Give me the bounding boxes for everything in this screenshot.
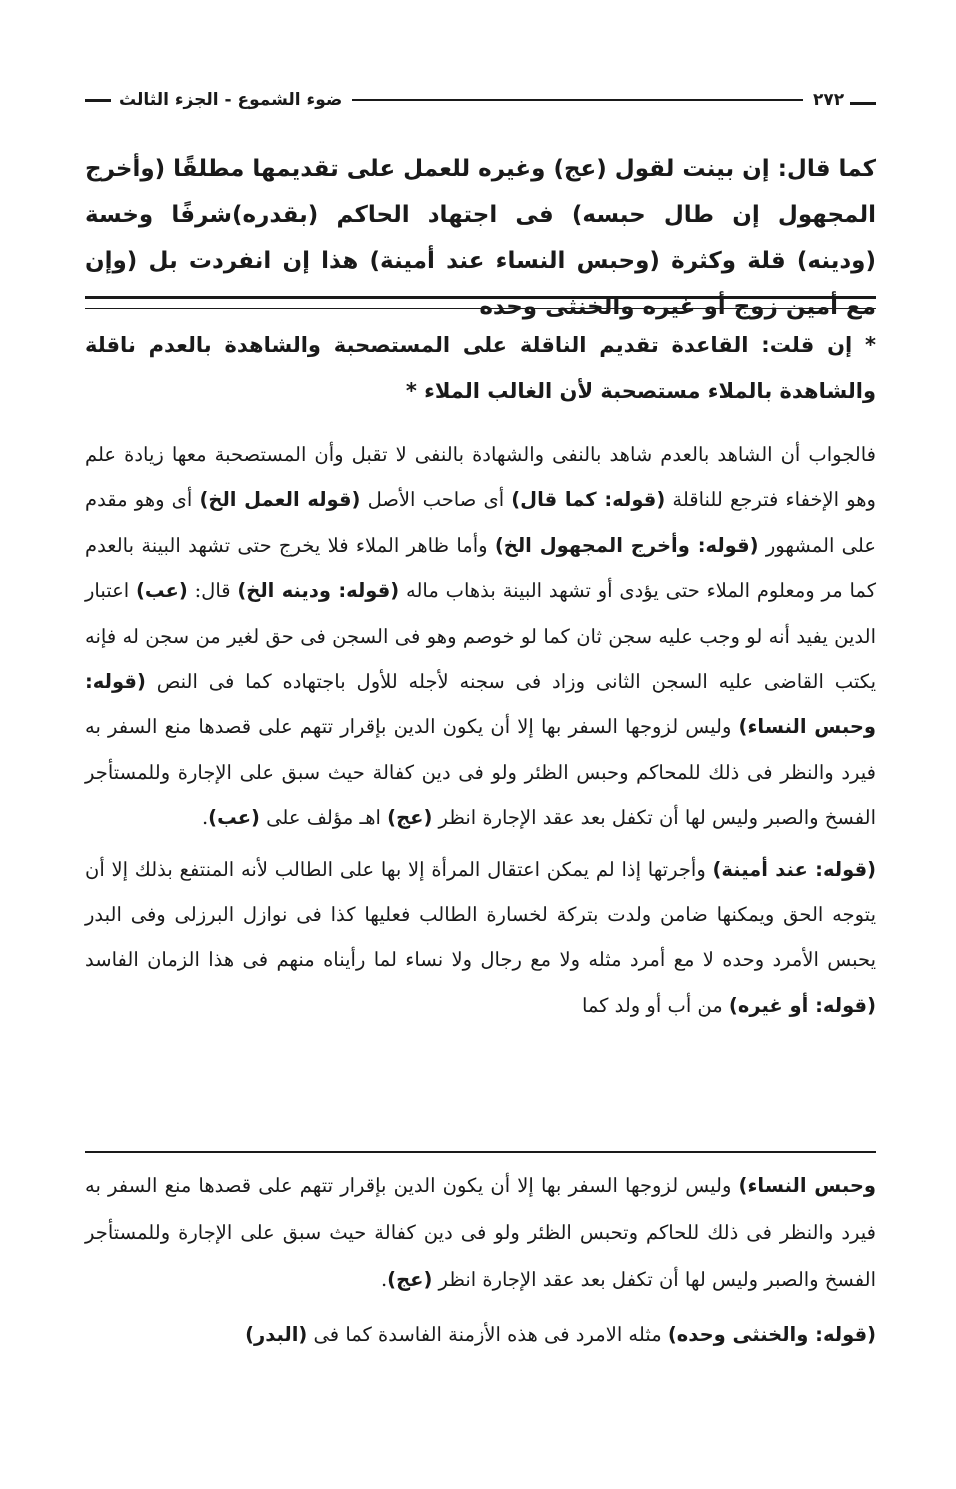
commentary-text: اعتبار الدين يفيد أنه لو وجب عليه سجن ثان كما لو خوصم وهو فى السجن فى حق لغير من سجن له فإنه يكتب القاضى عليه السجن الثانى وزاد فى سجنه لأجله للأول باجتهاده كما فى النص [85,579,876,694]
book-title [85,90,342,110]
matn-paragraph: كما قال: إن بينت لقول (عج) وغيره للعمل على تقديمها مطلقًا (وأخرج المجهول إن طال حبسه) فى اجتهاد الحاكم (بقدره)شرفًا وخسة (ودينه) قلة وكثرة (وحبس النساء عند أمينة) هذا إن انفردت بل (وإن مع أمين زوج أو غيره والخنثى وحده [85,156,876,320]
commentary-text: اهـ مؤلف على [259,806,388,830]
commentary-paragraph-1 [85,432,876,841]
commentary [85,432,876,1034]
question-text: إن قلت: القاعدة تقديم الناقلة على المستصحبة والشاهدة بالعدم ناقلة والشاهدة بالملاء مستصحبة لأن الغالب الملاء [85,333,876,403]
star-ornament-close: * [405,379,417,403]
footnote-text: مثله الامرد فى هذه الأزمنة الفاسدة كما فى [307,1323,668,1346]
citation-qawlih: وحبس النساء) [738,1174,877,1197]
commentary-text: فالجواب أن الشاهد بالعدم شاهد بالنفى والشهادة بالنفى لا تقبل وأن المستصحبة معها زيادة علم وهو الإخفاء فترجع للناقلة [85,443,876,512]
question-block [85,322,876,414]
footnote-paragraph-2 [85,1311,876,1358]
commentary-text: وأجرتها إذا لم يمكن اعتقال المرأة إلا بها على الطالب لأنه المنتفع بذلك إلا أن يتوجه الحق ويمكنها ضامن ولدت بتركة لخسارة الطالب فعليها كذا فى نوازل البرزلى وفى البدر يحبس الأمرد وحده لا مع أمرد مثله ولا مع رجال ولا نساء لما رأيناه منهم فى هذا الزمان الفاسد [85,857,876,972]
commentary-text: وليس لزوجها السفر بها إلا أن يكون الدين بإقرار تتهم على قصدها منع السفر به فيرد والنظر فى ذلك للمحاكم وحبس الظئر ولو فى دين كفالة حيث سبق على الإجارة وللمستأجر الفسخ والصبر وليس لها أن تكفل بعد عقد الإجارة انظر [85,715,876,830]
citation-qawlih: (قوله: والخنثى وحده) [667,1323,876,1346]
commentary-text: وأما ظاهر الملاء فلا يخرج حتى تشهد البينة بالعدم كما مر ومعلوم الملاء حتى يؤدى أو تشهد البينة بذهاب ماله [85,533,876,603]
commentary-paragraph-2 [85,847,876,1029]
citation-qawlih: (قوله: ودينه الخ) [237,579,400,603]
commentary-text: أى صاحب الأصل [360,488,512,512]
citation-qawlih: (قوله: عند أمينة) [712,857,877,881]
commentary-text: من أب أو ولد كما [581,993,729,1017]
citation-qawlih: (قوله العمل الخ) [199,488,361,512]
header-rule [352,99,803,101]
commentary-text: أى وهو مقدم على المشهور [85,488,877,557]
citation-qawlih: (قوله: وحبس النساء) [85,670,877,739]
commentary-text: . [201,806,209,830]
citation-abbrev: (عب) [208,806,260,830]
running-header [85,88,876,112]
page-number-text: ٢٧٢ [812,90,845,110]
footnote-separator [85,1151,876,1153]
header-dash [85,99,111,102]
citation-abbrev: (عب) [135,579,188,603]
header-dash [850,102,876,105]
footnote-text: وليس لزوجها السفر بها إلا أن يكون الدين بإقرار تتهم على قصدها منع السفر به فيرد والنظر فى ذلك للحاكم وتحبس الظئر ولو فى دين كفالة حيث سبق على الإجارة وللمستأجر الفسخ والصبر وليس لها أن تكفل بعد عقد الإجارة انظر [85,1174,876,1291]
matn-separator [85,296,876,309]
page-number [813,90,876,110]
citation-qawlih: (قوله: كما قال) [511,488,666,512]
citation-abbrev: (البدر) [245,1323,308,1346]
footnote-text: . [380,1268,388,1291]
citation-abbrev: (عج) [387,806,433,830]
footnote-paragraph-1 [85,1162,876,1303]
page [85,0,876,1489]
book-title-text: ضوء الشموع - الجزء الثالث [119,90,343,110]
citation-abbrev: (عج) [387,1268,433,1291]
footnote [85,1162,876,1366]
star-ornament-open: * [865,333,877,357]
citation-qawlih: (قوله: وأخرج المجهول الخ) [494,533,759,557]
citation-qawlih: (قوله: أو غيره) [728,993,876,1017]
commentary-text: قال: [187,579,238,603]
